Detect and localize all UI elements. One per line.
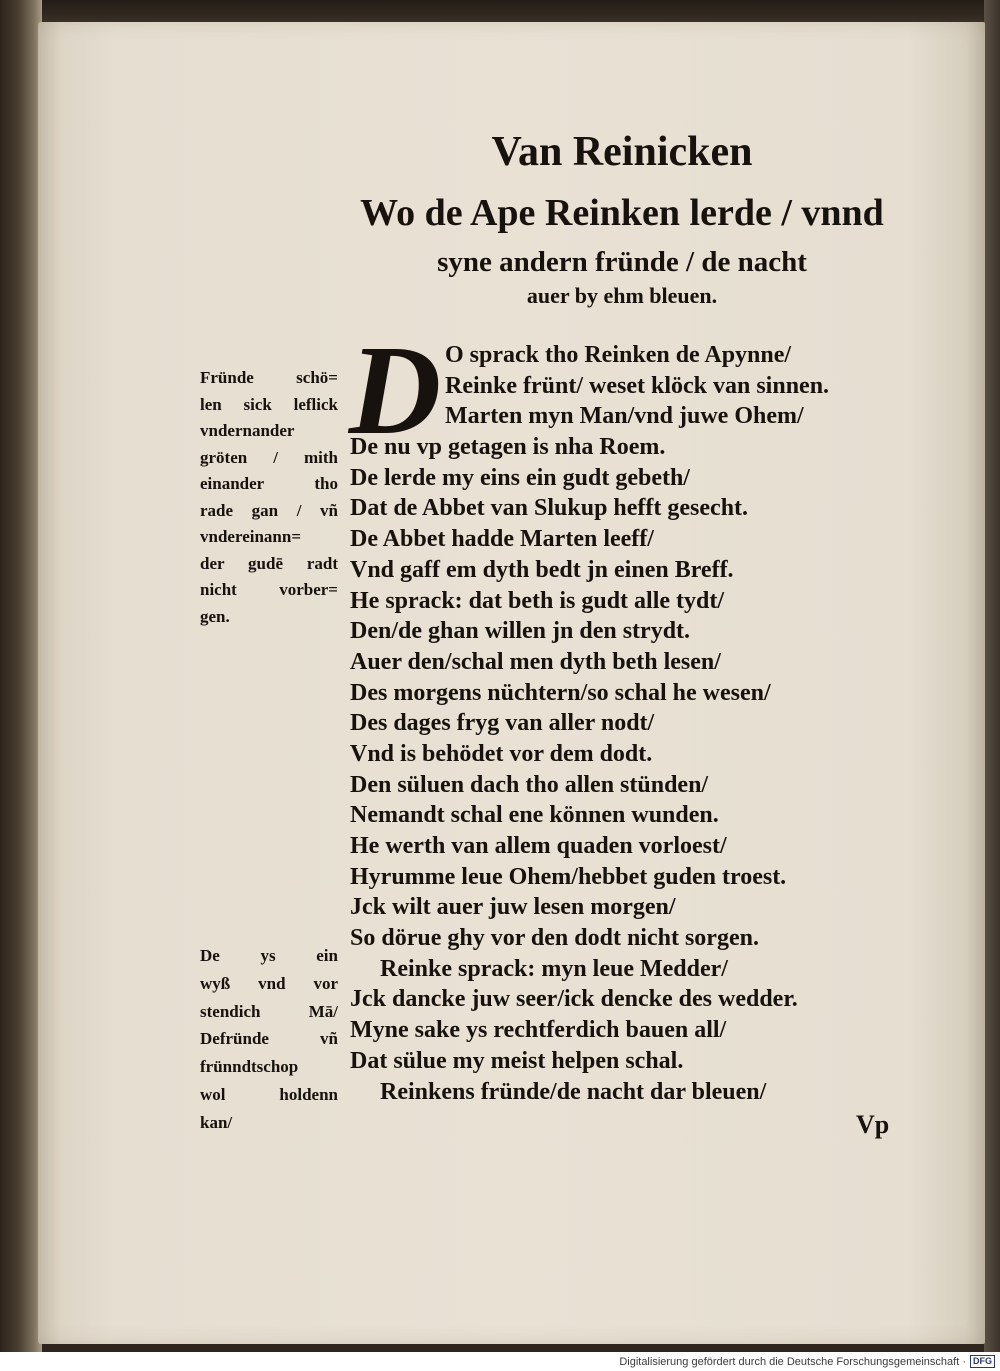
drop-cap-initial: D	[348, 319, 442, 461]
verse-line: Dat de Abbet van Slukup hefft gesecht.	[350, 495, 749, 522]
verse-line: Nemandt schal ene können wunden.	[350, 802, 719, 829]
verse-block	[348, 319, 910, 1107]
verse-line: Auer den/schal men dyth beth lesen/	[350, 648, 721, 675]
verse-line: Reinke sprack: myn leue Medder/	[380, 955, 728, 982]
marginal-note-line: rade gan / vñ	[200, 500, 338, 520]
footer-bar	[0, 1352, 1000, 1371]
funding-credit: Digitalisierung gefördert durch die Deutsche Forschungsgemeinschaft ·	[619, 1355, 966, 1368]
verse-line: Marten myn Man/vnd juwe Ohem/	[445, 403, 804, 430]
verse-line: Dat sülue my meist helpen schal.	[350, 1047, 684, 1074]
book-top-edge	[0, 0, 1000, 24]
verse-line: Den/de ghan willen jn den strydt.	[350, 618, 691, 645]
book-right-edge	[984, 0, 1000, 1352]
marginal-note-line: einander tho	[200, 474, 338, 493]
running-head: Van Reinicken	[491, 129, 753, 175]
marginal-note-line: Fründe schö=	[200, 368, 338, 387]
marginal-note-line: stendich Mā/	[200, 1001, 338, 1021]
marginal-note-line: vndernander	[200, 421, 295, 440]
verse-line: Des morgens nüchtern/so schal he wesen/	[350, 679, 771, 706]
verse-line: Jck wilt auer juw lesen morgen/	[350, 894, 676, 921]
marginal-note-line: der gudē radt	[200, 553, 338, 573]
verse-line: Reinke frünt/ weset klöck van sinnen.	[445, 372, 830, 399]
verse-line: Myne sake ys rechtferdich bauen all/	[350, 1017, 727, 1044]
catchword: Vp	[856, 1110, 890, 1139]
verse-line: Hyrumme leue Ohem/hebbet guden troest.	[350, 863, 787, 890]
marginal-note-line: De ys ein	[200, 946, 338, 965]
book-binding-edge	[0, 0, 42, 1352]
chapter-title-line: Wo de Ape Reinken lerde / vnnd	[360, 192, 884, 234]
marginal-note-line: wol holdenn	[200, 1084, 338, 1104]
marginal-note-line: Defründe vñ	[200, 1029, 338, 1049]
verse-line: De lerde my eins ein gudt gebeth/	[350, 464, 690, 491]
marginal-note-line: frünndtschop	[200, 1057, 299, 1077]
verse-line: He sprack: dat beth is gudt alle tydt/	[350, 587, 725, 614]
marginal-note-line: len sick leflick	[200, 394, 338, 414]
verse-line: De Abbet hadde Marten leeff/	[350, 526, 654, 553]
verse-line: Des dages fryg van aller nodt/	[350, 710, 655, 737]
verse-line: He werth van allem quaden vorloest/	[350, 833, 727, 859]
verse-line: Jck dancke juw seer/ick dencke des wedder.	[350, 986, 798, 1013]
marginal-note-line: wyß vnd vor	[200, 973, 338, 993]
marginal-note	[200, 942, 338, 1137]
marginal-note	[200, 365, 338, 630]
chapter-title-line: auer by ehm bleuen.	[526, 283, 718, 308]
marginal-note-line: kan/	[200, 1112, 233, 1132]
marginal-note-line: gröten / mith	[200, 447, 338, 467]
chapter-title-line: syne andern fründe / de nacht	[437, 246, 807, 278]
verse-line: Den süluen dach tho allen stünden/	[350, 771, 709, 798]
dfg-logo: DFG	[970, 1355, 995, 1368]
marginal-note-line: gen.	[200, 606, 230, 626]
verse-line: De nu vp getagen is nha Roem.	[350, 434, 666, 461]
verse-line: O sprack tho Reinken de Apynne/	[445, 342, 792, 368]
marginal-note-line: vndereinann=	[200, 527, 302, 546]
verse-line: So dörue ghy vor den dodt nicht sorgen.	[350, 925, 759, 952]
verse-line: Reinkens fründe/de nacht dar bleuen/	[380, 1078, 767, 1105]
marginal-note-line: nicht vorber=	[200, 580, 338, 599]
verse-line: Vnd is behödet vor dem dodt.	[350, 740, 653, 767]
verse-line: Vnd gaff em dyth bedt jn einen Breff.	[350, 556, 734, 583]
